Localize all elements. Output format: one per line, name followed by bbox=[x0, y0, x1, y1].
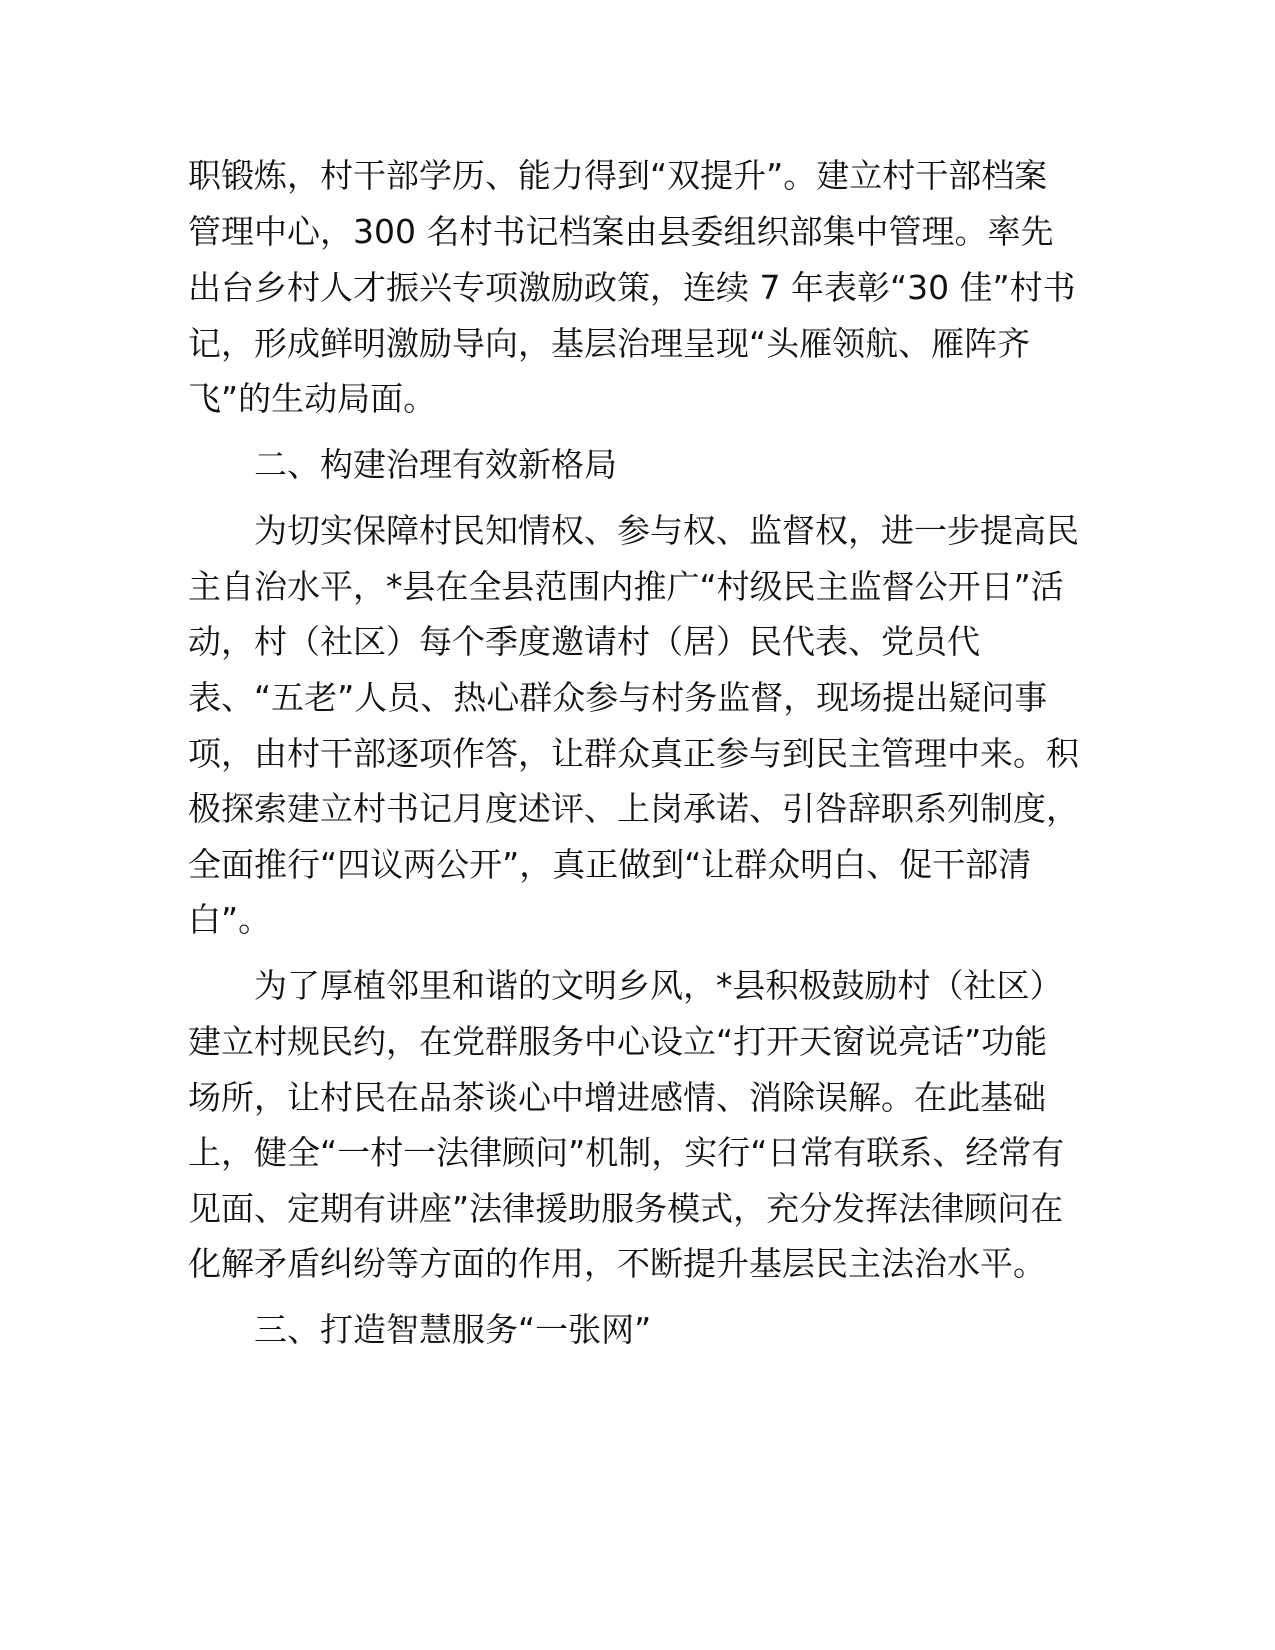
paragraph-1-line-1: 职锻炼，村干部学历、能力得到“双提升”。建立村干部档案 bbox=[188, 156, 1048, 195]
paragraph-1-line-5: 飞”的生动局面。 bbox=[188, 379, 437, 418]
paragraph-2-line-3: 动，村（社区）每个季度邀请村（居）民代表、党员代 bbox=[188, 622, 980, 661]
paragraph-1-line-4: 记，形成鲜明激励导向，基层治理呈现“头雁领航、雁阵齐 bbox=[188, 324, 1031, 363]
paragraph-2-line-1: 为切实保障村民知情权、参与权、监督权，进一步提高民 bbox=[254, 511, 1079, 550]
paragraph-3-line-1: 为了厚植邻里和谐的文明乡风，*县积极鼓励村（社区） bbox=[254, 966, 1063, 1005]
paragraph-3-line-2: 建立村规民约，在党群服务中心设立“打开天窗说亮话”功能 bbox=[188, 1022, 1048, 1061]
section-heading-2: 二、构建治理有效新格局 bbox=[254, 445, 617, 484]
paragraph-2-line-6: 极探索建立村书记月度述评、上岗承诺、引咎辞职系列制度， bbox=[188, 789, 1079, 828]
paragraph-3-line-6: 化解矛盾纠纷等方面的作用，不断提升基层民主法治水平。 bbox=[188, 1244, 1046, 1283]
paragraph-2-line-8: 白”。 bbox=[188, 900, 272, 939]
paragraph-2-line-2: 主自治水平，*县在全县范围内推广“村级民主监督公开日”活 bbox=[188, 567, 1064, 606]
paragraph-3-line-4: 上，健全“一村一法律顾问”机制，实行“日常有联系、经常有 bbox=[188, 1133, 1065, 1172]
paragraph-2-line-5: 项，由村干部逐项作答，让群众真正参与到民主管理中来。积 bbox=[188, 734, 1079, 773]
paragraph-2-line-4: 表、“五老”人员、热心群众参与村务监督，现场提出疑问事 bbox=[188, 678, 1048, 717]
paragraph-2-line-7: 全面推行“四议两公开”，真正做到“让群众明白、促干部清 bbox=[188, 845, 1032, 884]
paragraph-3-line-5: 见面、定期有讲座”法律援助服务模式，充分发挥法律顾问在 bbox=[188, 1189, 1064, 1228]
paragraph-1-line-3: 出台乡村人才振兴专项激励政策，连续 7 年表彰“30 佳”村书 bbox=[188, 268, 1076, 307]
paragraph-3-line-3: 场所，让村民在品茶谈心中增进感情、消除误解。在此基础 bbox=[188, 1078, 1046, 1117]
paragraph-1-line-2: 管理中心，300 名村书记档案由县委组织部集中管理。率先 bbox=[188, 212, 1054, 251]
section-heading-3: 三、打造智慧服务“一张网” bbox=[254, 1310, 652, 1349]
